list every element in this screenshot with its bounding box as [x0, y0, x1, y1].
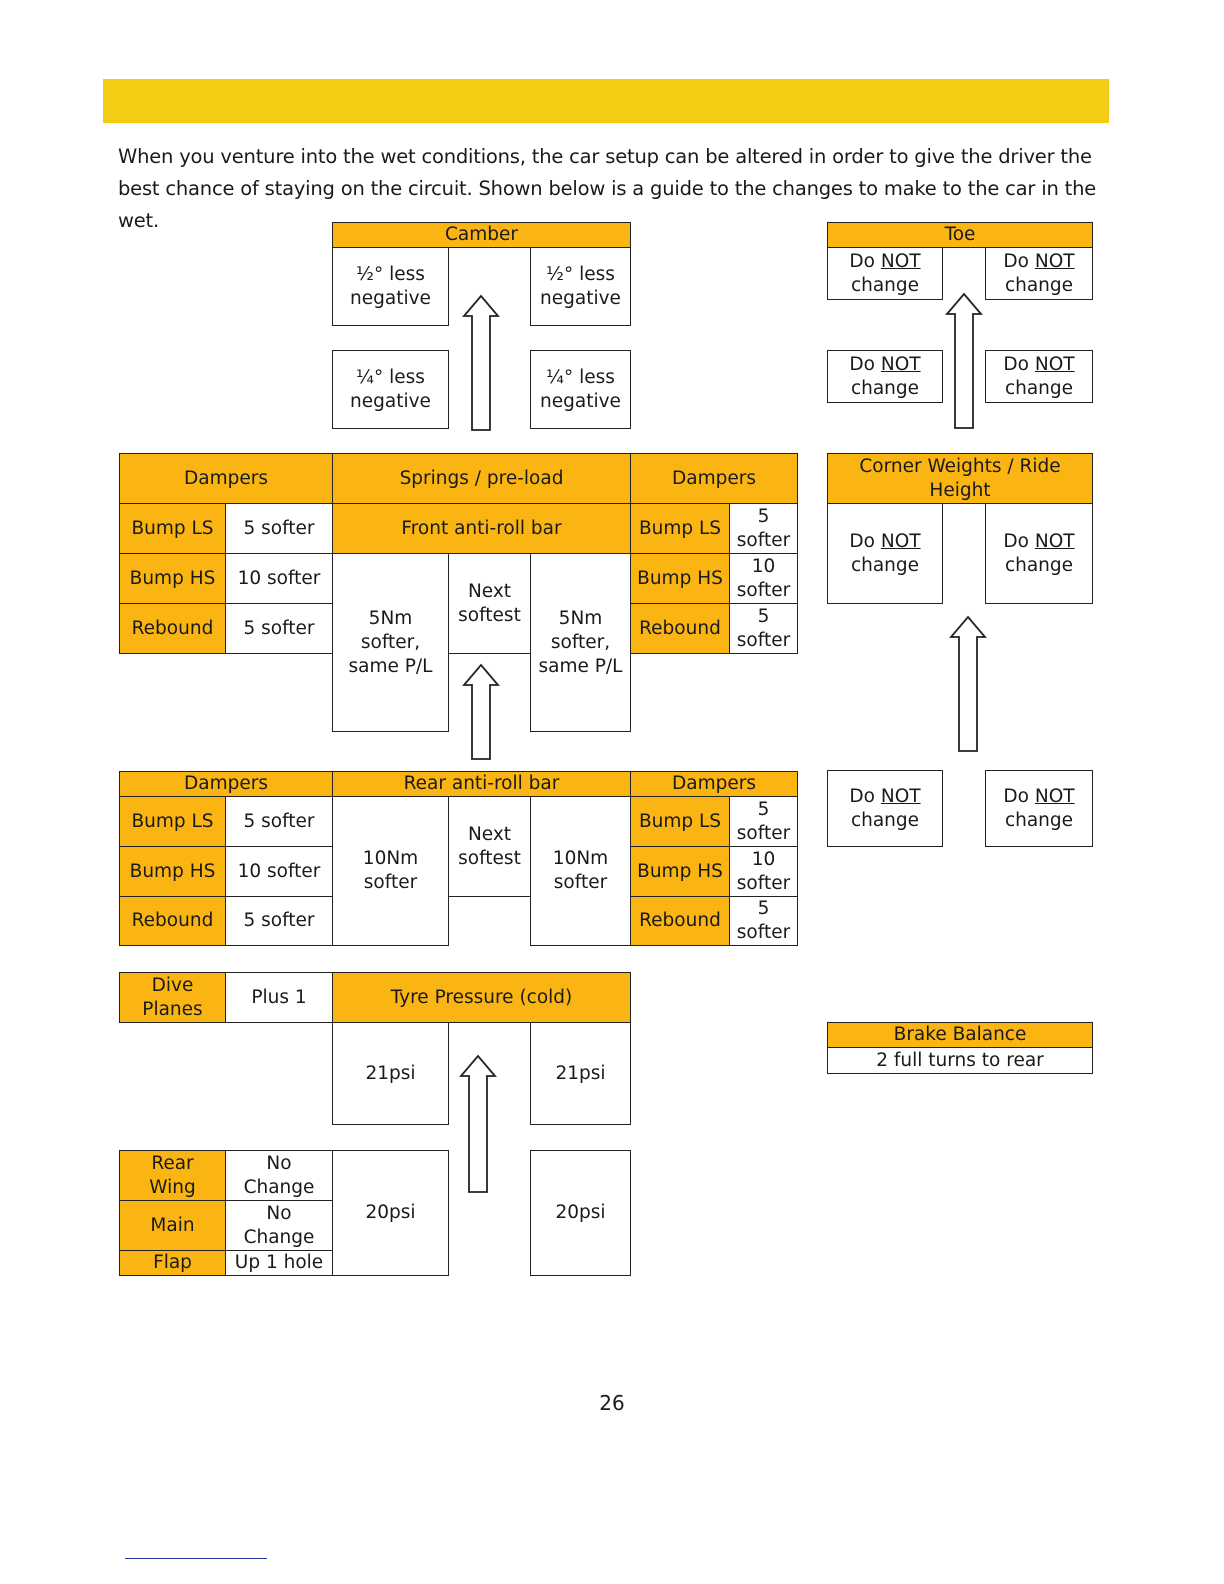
- up-arrow-icon: [949, 615, 987, 753]
- camber-front-left: ½° less negative: [332, 247, 449, 326]
- main-value: No Change: [225, 1200, 333, 1251]
- rear-spring-left: 10Nm softer: [332, 796, 449, 946]
- front-right-label-rebound: Rebound: [630, 603, 730, 654]
- front-left-label-rebound: Rebound: [119, 603, 226, 654]
- rear-left-label-bump-hs: Bump HS: [119, 846, 226, 897]
- main-label: Main: [119, 1200, 226, 1251]
- up-arrow-icon: [459, 1054, 497, 1194]
- front-left-label-bump-ls: Bump LS: [119, 503, 226, 554]
- toe-rear-left: Do NOT change: [827, 350, 943, 403]
- toe-front-left: Do NOT change: [827, 247, 943, 300]
- front-arb-header: Front anti-roll bar: [332, 503, 631, 554]
- up-arrow-icon: [462, 663, 500, 761]
- up-arrow-icon: [945, 292, 983, 430]
- rear-right-label-rebound: Rebound: [630, 896, 730, 946]
- rear-arb-header: Rear anti-roll bar: [332, 771, 631, 797]
- rear-dampers-left-header: Dampers: [119, 771, 333, 797]
- corner-weights-front-right: Do NOT change: [985, 503, 1093, 604]
- rear-left-label-bump-ls: Bump LS: [119, 796, 226, 847]
- rear-right-value-rebound: 5 softer: [729, 896, 798, 946]
- section-banner: [103, 79, 1109, 123]
- rear-dampers-right-header: Dampers: [630, 771, 798, 797]
- front-left-label-bump-hs: Bump HS: [119, 553, 226, 604]
- camber-rear-left: ¼° less negative: [332, 350, 449, 429]
- brake-balance-header: Brake Balance: [827, 1022, 1093, 1048]
- tyre-front-right: 21psi: [530, 1022, 631, 1125]
- tyre-rear-right: 20psi: [530, 1150, 631, 1276]
- flap-label: Flap: [119, 1250, 226, 1276]
- front-right-value-bump-ls: 5 softer: [729, 503, 798, 554]
- tyre-front-left: 21psi: [332, 1022, 449, 1125]
- corner-weights-rear-left: Do NOT change: [827, 770, 943, 847]
- rear-wing-value: No Change: [225, 1150, 333, 1201]
- front-right-value-bump-hs: 10 softer: [729, 553, 798, 604]
- front-spring-left: 5Nm softer, same P/L: [332, 553, 449, 732]
- springs-header: Springs / pre-load: [332, 453, 631, 504]
- rear-left-value-bump-hs: 10 softer: [225, 846, 333, 897]
- corner-weights-rear-right: Do NOT change: [985, 770, 1093, 847]
- rear-left-value-rebound: 5 softer: [225, 896, 333, 946]
- front-arb-value: Next softest: [448, 553, 531, 654]
- front-spring-right: 5Nm softer, same P/L: [530, 553, 631, 732]
- rear-spring-right: 10Nm softer: [530, 796, 631, 946]
- front-right-value-rebound: 5 softer: [729, 603, 798, 654]
- front-left-value-bump-ls: 5 softer: [225, 503, 333, 554]
- rear-right-label-bump-hs: Bump HS: [630, 846, 730, 897]
- front-left-value-bump-hs: 10 softer: [225, 553, 333, 604]
- brake-balance-value: 2 full turns to rear: [827, 1047, 1093, 1074]
- front-right-label-bump-ls: Bump LS: [630, 503, 730, 554]
- front-right-label-bump-hs: Bump HS: [630, 553, 730, 604]
- toe-front-right: Do NOT change: [985, 247, 1093, 300]
- flap-value: Up 1 hole: [225, 1250, 333, 1276]
- rear-left-value-bump-ls: 5 softer: [225, 796, 333, 847]
- dive-planes-value: Plus 1: [225, 972, 333, 1023]
- corner-weights-front-left: Do NOT change: [827, 503, 943, 604]
- up-arrow-icon: [462, 294, 500, 432]
- camber-front-right: ½° less negative: [530, 247, 631, 326]
- rear-right-label-bump-ls: Bump LS: [630, 796, 730, 847]
- rear-right-value-bump-hs: 10 softer: [729, 846, 798, 897]
- rear-left-label-rebound: Rebound: [119, 896, 226, 946]
- tyre-rear-left: 20psi: [332, 1150, 449, 1276]
- dive-planes-label: Dive Planes: [119, 972, 226, 1023]
- rear-wing-label: Rear Wing: [119, 1150, 226, 1201]
- toe-header: Toe: [827, 222, 1093, 248]
- page-number: 26: [599, 1391, 625, 1415]
- toe-rear-right: Do NOT change: [985, 350, 1093, 403]
- corner-weights-header: Corner Weights / Ride Height: [827, 453, 1093, 504]
- camber-rear-right: ¼° less negative: [530, 350, 631, 429]
- rear-right-value-bump-ls: 5 softer: [729, 796, 798, 847]
- rear-arb-value: Next softest: [448, 796, 531, 897]
- front-dampers-right-header: Dampers: [630, 453, 798, 504]
- front-dampers-left-header: Dampers: [119, 453, 333, 504]
- intro-paragraph: When you venture into the wet conditions, the car setup can be altered in order to give the driver the best chance of staying on the circuit. Shown below is a guide to the changes to make to the car in the wet.: [118, 145, 1097, 232]
- front-left-value-rebound: 5 softer: [225, 603, 333, 654]
- tyre-pressure-header: Tyre Pressure (cold): [332, 972, 631, 1023]
- camber-header: Camber: [332, 222, 631, 248]
- footer-rule: [125, 1558, 267, 1559]
